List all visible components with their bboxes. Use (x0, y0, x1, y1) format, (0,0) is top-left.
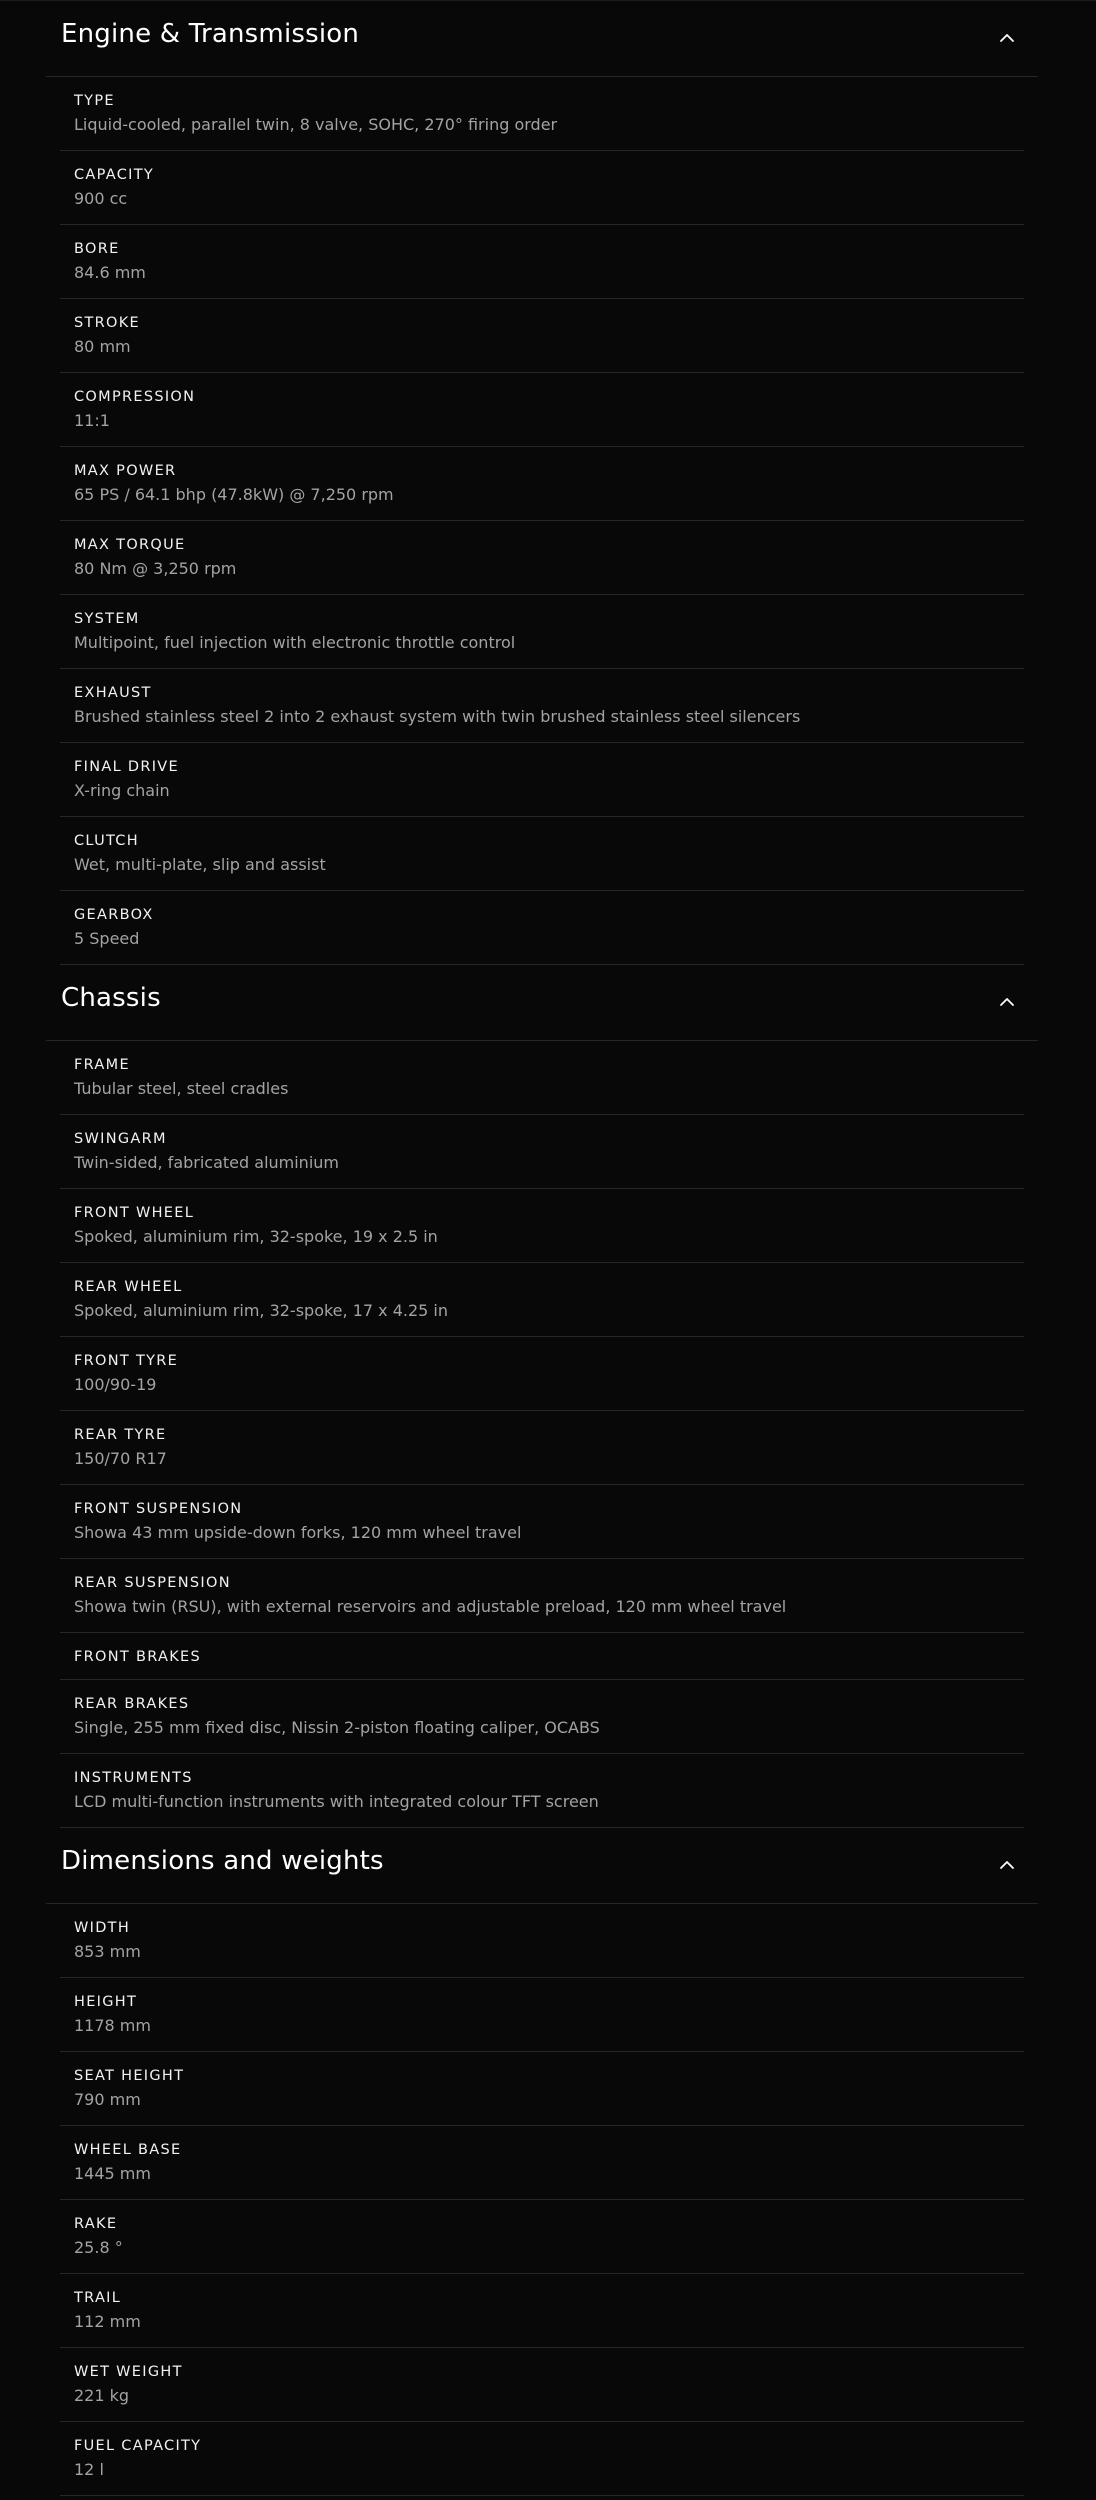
spec-row (60, 2348, 1024, 2422)
spec-value: 25.8 ° (74, 2238, 123, 2257)
spec-value: 100/90-19 (74, 1375, 157, 1394)
section-title: Dimensions and weights (61, 1846, 384, 1876)
spec-value: 900 cc (74, 189, 128, 208)
spec-label: COMPRESSION (74, 389, 196, 405)
spec-label: TRAIL (74, 2290, 122, 2306)
spec-label: SYSTEM (74, 611, 140, 627)
chevron-up-icon[interactable] (994, 25, 1020, 51)
spec-row (60, 2126, 1024, 2200)
spec-label: FRONT WHEEL (74, 1205, 195, 1221)
spec-label: TYPE (74, 93, 115, 109)
spec-row (60, 1115, 1024, 1189)
spec-label: FRONT SUSPENSION (74, 1501, 243, 1517)
spec-label: REAR SUSPENSION (74, 1575, 231, 1591)
spec-value: 65 PS / 64.1 bhp (47.8kW) @ 7,250 rpm (74, 485, 394, 504)
spec-value: Liquid-cooled, parallel twin, 8 valve, SOHC, 270° firing order (74, 115, 558, 134)
spec-value: Single, 255 mm fixed disc, Nissin 2-piston floating caliper, OCABS (74, 1718, 600, 1737)
spec-value: Spoked, aluminium rim, 32-spoke, 17 x 4.25 in (74, 1301, 448, 1320)
spec-label: FRONT TYRE (74, 1353, 179, 1369)
section-header-toggle[interactable] (46, 1, 1038, 77)
spec-value: 12 l (74, 2460, 104, 2479)
spec-label: SWINGARM (74, 1131, 167, 1147)
spec-label: REAR TYRE (74, 1427, 167, 1443)
spec-row (60, 1189, 1024, 1263)
spec-row (60, 1633, 1024, 1680)
section-header-toggle[interactable] (46, 1828, 1038, 1904)
spec-label: SEAT HEIGHT (74, 2068, 185, 2084)
spec-section (46, 965, 1038, 1828)
spec-label: GEARBOX (74, 907, 154, 923)
spec-row (60, 1263, 1024, 1337)
spec-section (46, 1828, 1038, 2496)
spec-value: Showa twin (RSU), with external reservoirs and adjustable preload, 120 mm wheel travel (74, 1597, 787, 1616)
spec-value: LCD multi-function instruments with integrated colour TFT screen (74, 1792, 599, 1811)
spec-value: 112 mm (74, 2312, 141, 2331)
chevron-up-icon[interactable] (994, 989, 1020, 1015)
spec-section (46, 1, 1038, 965)
spec-row (60, 1680, 1024, 1754)
spec-label: FINAL DRIVE (74, 759, 179, 775)
spec-label: INSTRUMENTS (74, 1770, 193, 1786)
spec-label: WIDTH (74, 1920, 131, 1936)
spec-label: FRAME (74, 1057, 130, 1073)
spec-list (60, 1041, 1024, 1828)
spec-value: 11:1 (74, 411, 110, 430)
spec-label: MAX POWER (74, 463, 177, 479)
spec-label: EXHAUST (74, 685, 152, 701)
spec-value: Twin-sided, fabricated aluminium (74, 1153, 339, 1172)
spec-value: 1445 mm (74, 2164, 151, 2183)
spec-label: CLUTCH (74, 833, 139, 849)
spec-accordion (46, 1, 1038, 2496)
spec-row (60, 743, 1024, 817)
spec-list (60, 1904, 1024, 2496)
spec-value: X-ring chain (74, 781, 170, 800)
spec-value: Wet, multi-plate, slip and assist (74, 855, 326, 874)
spec-row (60, 151, 1024, 225)
spec-row (60, 1337, 1024, 1411)
spec-label: WHEEL BASE (74, 2142, 182, 2158)
spec-row (60, 2422, 1024, 2496)
chevron-up-icon[interactable] (994, 1852, 1020, 1878)
spec-row (60, 373, 1024, 447)
spec-row (60, 669, 1024, 743)
spec-label: HEIGHT (74, 1994, 138, 2010)
spec-row (60, 595, 1024, 669)
spec-value: Tubular steel, steel cradles (74, 1079, 289, 1098)
spec-value: 80 mm (74, 337, 131, 356)
spec-row (60, 447, 1024, 521)
spec-value: 853 mm (74, 1942, 141, 1961)
spec-label: FRONT BRAKES (74, 1649, 201, 1665)
spec-value: Multipoint, fuel injection with electronic throttle control (74, 633, 516, 652)
spec-value: 221 kg (74, 2386, 130, 2405)
spec-value: 790 mm (74, 2090, 141, 2109)
spec-row (60, 225, 1024, 299)
spec-label: RAKE (74, 2216, 118, 2232)
spec-label: CAPACITY (74, 167, 155, 183)
spec-label: STROKE (74, 315, 141, 331)
spec-row (60, 299, 1024, 373)
spec-label: FUEL CAPACITY (74, 2438, 202, 2454)
section-header-toggle[interactable] (46, 965, 1038, 1041)
spec-row (60, 77, 1024, 151)
spec-value: Spoked, aluminium rim, 32-spoke, 19 x 2.5 in (74, 1227, 438, 1246)
spec-row (60, 891, 1024, 965)
spec-row (60, 817, 1024, 891)
spec-row (60, 1904, 1024, 1978)
spec-value: 1178 mm (74, 2016, 151, 2035)
spec-row (60, 2200, 1024, 2274)
spec-value: Brushed stainless steel 2 into 2 exhaust system with twin brushed stainless steel silencers (74, 707, 801, 726)
section-title: Engine & Transmission (61, 19, 360, 49)
spec-label: MAX TORQUE (74, 537, 186, 553)
spec-row (60, 1041, 1024, 1115)
spec-row (60, 1559, 1024, 1633)
spec-label: WET WEIGHT (74, 2364, 183, 2380)
spec-label: BORE (74, 241, 120, 257)
spec-value: 5 Speed (74, 929, 140, 948)
spec-row (60, 2052, 1024, 2126)
spec-row (60, 521, 1024, 595)
spec-value: 84.6 mm (74, 263, 146, 282)
spec-row (60, 1485, 1024, 1559)
spec-label: REAR WHEEL (74, 1279, 183, 1295)
spec-row (60, 1978, 1024, 2052)
spec-value: 150/70 R17 (74, 1449, 167, 1468)
spec-row (60, 1411, 1024, 1485)
spec-value: 80 Nm @ 3,250 rpm (74, 559, 237, 578)
section-title: Chassis (61, 983, 161, 1013)
spec-row (60, 1754, 1024, 1828)
spec-value: Showa 43 mm upside-down forks, 120 mm wheel travel (74, 1523, 522, 1542)
spec-list (60, 77, 1024, 965)
spec-row (60, 2274, 1024, 2348)
spec-label: REAR BRAKES (74, 1696, 190, 1712)
